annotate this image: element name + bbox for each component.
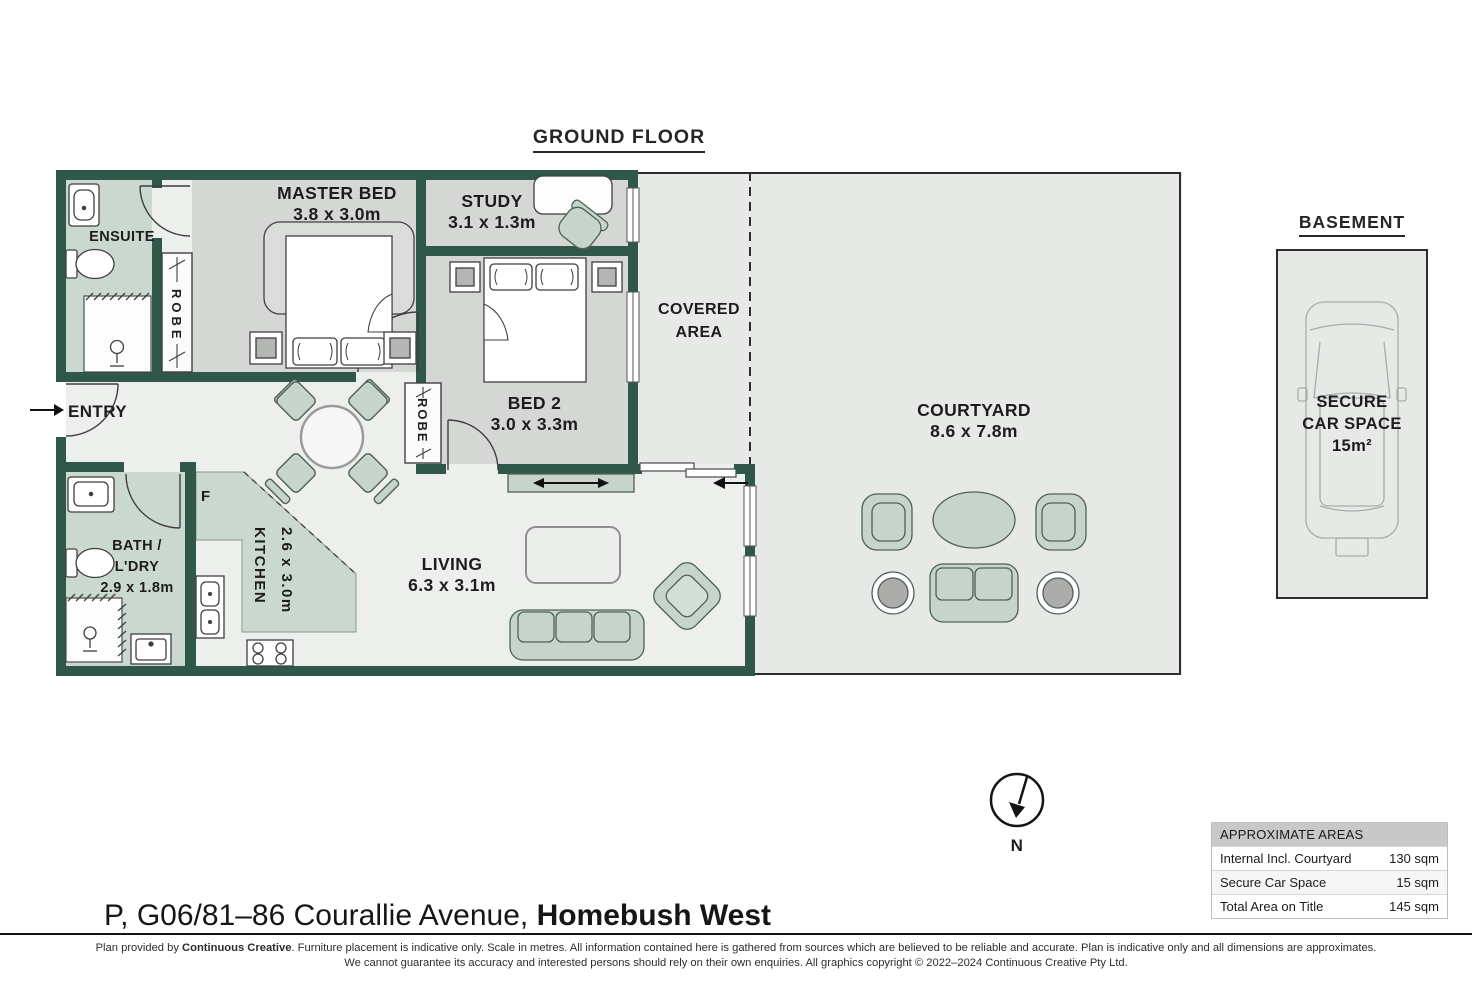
entry-arrow-icon: [30, 404, 64, 416]
areas-table-header: APPROXIMATE AREAS: [1212, 823, 1447, 846]
laundry-tub-icon: [131, 634, 171, 664]
room-label-ensuite: ENSUITE: [89, 229, 155, 245]
property-address: [104, 899, 771, 933]
address-suburb: Homebush West: [536, 899, 772, 932]
fridge-label: F: [201, 488, 211, 505]
area-value: 130 sqm: [1389, 851, 1439, 866]
kitchen-sink-icon: [196, 576, 224, 638]
areas-table-row: [1212, 846, 1447, 870]
room-label-kitchen: KITCHEN 2.6 x 3.0m: [251, 527, 295, 614]
shower-icon: [66, 594, 126, 662]
area-value: 145 sqm: [1389, 899, 1439, 914]
sofa: [510, 610, 644, 660]
room-label-study: STUDY 3.1 x 1.3m: [448, 191, 536, 233]
room-label-entry: ENTRY: [68, 402, 127, 421]
disclaimer-line2: We cannot guarantee its accuracy and interested persons should rely on their own enquiries. All graphics copyright © 2022–2024 Continuous Creative Pty Ltd.: [344, 956, 1128, 969]
room-label-covered-area: COVERED AREA: [658, 301, 740, 341]
north-label: N: [1010, 836, 1024, 855]
room-label-courtyard: COURTYARD 8.6 x 7.8m: [917, 400, 1031, 442]
areas-table: [1211, 822, 1448, 919]
area-label: Internal Incl. Courtyard: [1220, 851, 1352, 866]
disclaimer-line1: Plan provided by Continuous Creative. Furniture placement is indicative only. Scale in metres. All information contained here is gathered from sources which are believed to be reliable and accurate. Plan is indicative only and all dimensions are approximates.: [95, 942, 1377, 954]
areas-table-row: [1212, 894, 1447, 918]
areas-table-row: [1212, 870, 1447, 894]
dining-table: [301, 406, 363, 468]
room-label-master-bed: MASTER BED 3.8 x 3.0m: [277, 183, 397, 225]
master-bed-furniture: [250, 222, 416, 368]
address-prefix: P, G06/81–86 Courallie Avenue,: [104, 899, 537, 932]
room-label-robe-bed2: ROBE: [415, 398, 430, 444]
sink-icon: [69, 184, 99, 226]
sink-icon: [68, 477, 114, 512]
area-label: Total Area on Title: [1220, 899, 1324, 914]
car-space-label: SECURE CAR SPACE 15m²: [1302, 393, 1402, 455]
shower-icon: [84, 293, 151, 372]
room-label-robe-master: ROBE: [169, 289, 184, 343]
room-label-living: LIVING 6.3 x 3.1m: [408, 554, 496, 596]
room-label-bath-ldry: BATH / L'DRY 2.9 x 1.8m: [100, 538, 174, 596]
ground-floor-title: GROUND FLOOR: [469, 126, 769, 153]
basement-title: BASEMENT: [1277, 212, 1427, 237]
stove-icon: [247, 640, 293, 666]
north-arrow-icon: [991, 774, 1043, 826]
area-label: Secure Car Space: [1220, 875, 1327, 890]
footer-divider: [0, 933, 1472, 935]
coffee-table: [526, 527, 620, 583]
toilet-icon: [66, 250, 114, 279]
disclaimer-text: [0, 941, 1472, 970]
room-label-bed2: BED 2 3.0 x 3.3m: [490, 393, 579, 435]
area-value: 15 sqm: [1396, 875, 1439, 890]
